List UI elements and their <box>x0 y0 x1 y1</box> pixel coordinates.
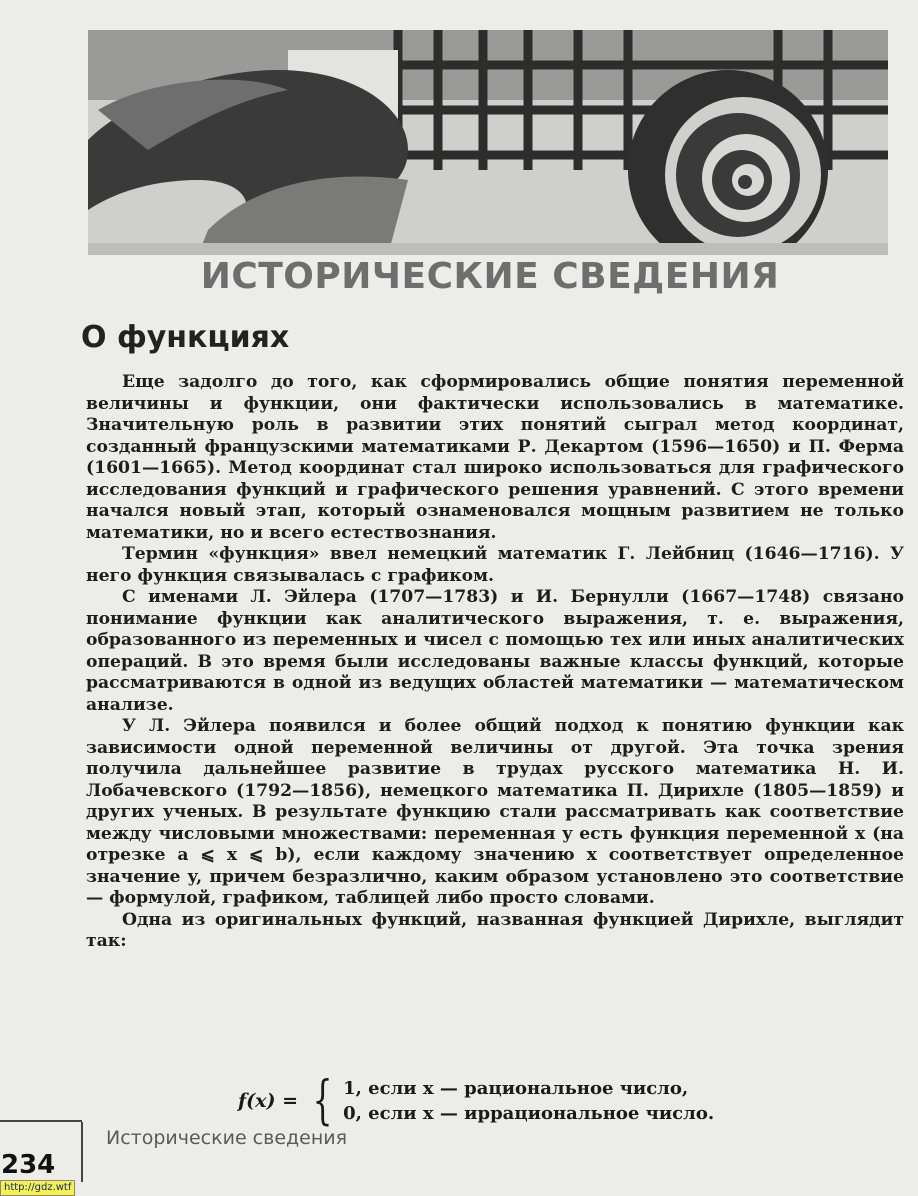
brace-symbol: { <box>312 1071 333 1131</box>
section-heading: ИСТОРИЧЕСКИЕ СВЕДЕНИЯ <box>200 256 780 297</box>
formula-case-irrational: 0, если x — иррациональное число. <box>343 1103 715 1124</box>
footer-divider-horizontal <box>0 1120 82 1122</box>
article-body <box>86 372 904 953</box>
watermark-link[interactable]: http://gdz.wtf <box>0 1180 75 1196</box>
paragraph: Термин «функция» ввел немецкий математик Г. Лейбниц (1646—1716). У него функция связывалась с графиком. <box>86 544 904 586</box>
paragraph: С именами Л. Эйлера (1707—1783) и И. Бернулли (1667—1748) связано понимание функции как аналитического выражения, т. е. выражения, образованного из переменных и чисел с помощью тех или иных аналитических операций. В это время были исследованы важные классы функций, которые рассматриваются в одной из ведущих областей математики — математическом анализе. <box>86 587 904 715</box>
dirichlet-formula <box>238 1071 715 1131</box>
paragraph: Одна из оригинальных функций, названная функцией Дирихле, выглядит так: <box>86 909 904 951</box>
footer-section-title: Исторические сведения <box>106 1127 348 1149</box>
page-number: 234 <box>1 1150 56 1180</box>
footer-divider-vertical <box>81 1122 83 1182</box>
abstract-art-illustration <box>88 30 888 255</box>
topic-subheading: О функциях <box>81 320 290 355</box>
formula-cases <box>343 1076 714 1126</box>
formula-case-rational: 1, если x — рациональное число, <box>343 1078 689 1099</box>
formula-lhs: f(x) = <box>238 1090 299 1112</box>
paragraph: Еще задолго до того, как сформировались общие понятия переменной величины и функции, они фактически использовались в математике. Значительную роль в развитии этих понятий сыграл метод координат, созданный французскими математиками Р. Декартом (1596—1650) и П. Ферма (1601—1665). Метод координат стал широко использоваться для графического исследования функций и графического решения уравнений. С этого времени начался новый этап, который ознаменовался мощным развитием не только математики, но и всего естествознания. <box>86 372 904 543</box>
paragraph: У Л. Эйлера появился и более общий подход к понятию функции как зависимости одной переменной величины от другой. Эта точка зрения получила дальнейшее развитие в трудах русского математика Н. И. Лобачевского (1792—1856), немецкого математика П. Дирихле (1805—1859) и других ученых. В результате функцию стали рассматривать как соответствие между числовыми множествами: переменная y есть функция переменной x (на отрезке a ⩽ x ⩽ b), если каждому значению x соответствует определенное значение y, причем безразлично, каким образом установлено это соответствие — формулой, графиком, таблицей либо просто словами. <box>86 716 904 908</box>
decorative-banner-image <box>88 30 888 255</box>
